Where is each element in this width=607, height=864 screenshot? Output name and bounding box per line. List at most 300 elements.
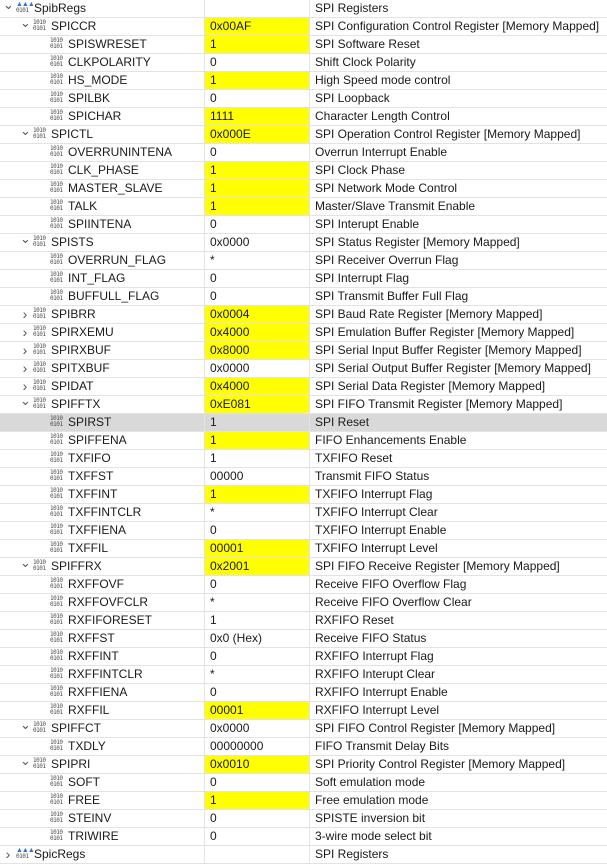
tree-row-field[interactable] [0,198,607,216]
description-cell: SPI Registers [315,1,389,15]
tree-row-field[interactable] [0,288,607,306]
register-bits-icon: 1010 0101 [50,451,63,464]
row-name: TXFFINT [68,487,118,501]
register-bits-icon: 1010 0101 [50,73,63,86]
name-cell[interactable] [0,792,205,809]
tree-row-register[interactable] [0,306,607,324]
row-name: SPITXBUF [51,361,110,375]
register-bits-icon: 1010 0101 [50,163,63,176]
name-cell[interactable] [0,432,205,449]
row-name: SPIRST [68,415,112,429]
tree-row-field[interactable] [0,414,607,432]
row-name: SPICHAR [68,109,122,123]
name-cell[interactable] [0,216,205,233]
name-cell[interactable] [0,306,205,323]
row-name: SPIRXBUF [51,343,112,357]
description-cell: RXFIFO Interrupt Enable [315,685,448,699]
description-cell: TXFIFO Interrupt Clear [315,505,438,519]
tree-row-register[interactable] [0,756,607,774]
register-bits-icon: 1010 0101 [33,325,46,338]
tree-row-field[interactable] [0,180,607,198]
register-bits-icon: 1010 0101 [50,271,63,284]
value-cell[interactable]: 1 [205,180,310,197]
description-cell: High Speed mode control [315,73,451,87]
chevron-right-icon[interactable]: › [22,324,28,340]
row-name: MASTER_SLAVE [68,181,163,195]
tree-row-field[interactable] [0,522,607,540]
value-cell[interactable]: 00000000 [205,738,310,755]
tree-row-group[interactable] [0,0,607,18]
description-cell: Master/Slave Transmit Enable [315,199,476,213]
value-cell[interactable]: 0 [205,90,310,107]
register-bits-icon: 1010 0101 [50,703,63,716]
description-cell: TXFIFO Interrupt Level [315,541,438,555]
register-bits-icon: 1010 0101 [50,685,63,698]
value-cell[interactable] [205,0,310,17]
row-name: RXFFINT [68,649,119,663]
row-name: TXDLY [68,739,106,753]
description-cell: SPI Emulation Buffer Register [Memory Mapped] [315,325,575,339]
row-name: FREE [68,793,101,807]
name-cell[interactable] [0,666,205,683]
tree-row-register[interactable] [0,558,607,576]
register-bits-icon: 1010 0101 [50,289,63,302]
tree-row-field[interactable] [0,450,607,468]
tree-row-field[interactable] [0,612,607,630]
row-name: TXFFIL [68,541,109,555]
row-name: SPIFFRX [51,559,102,573]
chevron-down-icon[interactable]: ⌄ [3,0,14,12]
value-cell[interactable]: 0x0004 [205,306,310,323]
name-cell[interactable] [0,828,205,845]
chevron-down-icon[interactable]: ⌄ [20,396,31,408]
value-cell[interactable]: 0 [205,54,310,71]
description-cell: SPI Reset [315,415,370,429]
name-cell[interactable] [0,846,205,863]
value-cell[interactable]: 0 [205,522,310,539]
row-name: CLK_PHASE [68,163,139,177]
register-bits-icon: 1010 0101 [33,307,46,320]
tree-row-register[interactable] [0,234,607,252]
tree-row-field[interactable] [0,684,607,702]
row-name: BUFFULL_FLAG [68,289,160,303]
description-cell: SPI Operation Control Register [Memory Mapped] [315,127,581,141]
register-bits-icon: 1010 0101 [50,415,63,428]
row-name: TXFFINTCLR [68,505,142,519]
tree-row-field[interactable] [0,738,607,756]
register-bits-icon: 1010 0101 [50,487,63,500]
tree-row-field[interactable] [0,576,607,594]
description-cell: RXFIFO Interrupt Flag [315,649,434,663]
register-bits-icon: 1010 0101 [50,37,63,50]
register-bits-icon: 1010 0101 [33,127,46,140]
register-bits-icon: 1010 0101 [33,235,46,248]
register-bits-icon: 1010 0101 [50,775,63,788]
tree-row-register[interactable] [0,396,607,414]
name-cell[interactable] [0,0,205,17]
tree-row-field[interactable] [0,540,607,558]
row-name: SOFT [68,775,100,789]
name-cell[interactable] [0,108,205,125]
value-cell[interactable]: 0 [205,810,310,827]
name-cell[interactable] [0,756,205,773]
value-cell[interactable]: 1111 [205,108,310,125]
row-name: CLKPOLARITY [68,55,151,69]
description-cell: SPI Serial Output Buffer Register [Memory Mapped] [315,361,591,375]
row-name: SPISWRESET [68,37,147,51]
value-cell[interactable]: 0 [205,288,310,305]
tree-row-field[interactable] [0,90,607,108]
row-name: RXFFST [68,631,115,645]
value-cell[interactable]: 00000 [205,468,310,485]
description-cell: SPI Status Register [Memory Mapped] [315,235,520,249]
name-cell[interactable] [0,54,205,71]
register-bits-icon: 1010 0101 [50,667,63,680]
tree-row-field[interactable] [0,432,607,450]
value-cell[interactable]: 1 [205,198,310,215]
value-cell[interactable]: 1 [205,486,310,503]
name-cell[interactable] [0,162,205,179]
register-bits-icon: 1010 0101 [50,91,63,104]
description-cell: SPI Interrupt Flag [315,271,410,285]
chevron-down-icon[interactable]: ⌄ [20,756,31,768]
value-cell[interactable]: 0x8000 [205,342,310,359]
tree-row-field[interactable] [0,810,607,828]
value-cell[interactable]: 1 [205,450,310,467]
value-cell[interactable]: 0x0 (Hex) [205,630,310,647]
tree-row-field[interactable] [0,486,607,504]
chevron-right-icon[interactable]: › [22,342,28,358]
description-cell: SPI Interupt Enable [315,217,420,231]
row-name: SPISTS [51,235,94,249]
name-cell[interactable] [0,612,205,629]
register-bits-icon: 1010 0101 [50,649,63,662]
description-cell: Receive FIFO Overflow Flag [315,577,467,591]
description-cell: TXFIFO Interrupt Flag [315,487,433,501]
register-group-icon: ▲▲▲ 0101 [16,847,34,860]
register-bits-icon: 1010 0101 [50,181,63,194]
row-name: SPIRXEMU [51,325,114,339]
register-bits-icon: 1010 0101 [50,613,63,626]
value-cell[interactable]: * [205,504,310,521]
name-cell[interactable] [0,18,205,35]
value-cell[interactable]: 0x0000 [205,234,310,251]
register-bits-icon: 1010 0101 [50,631,63,644]
tree-row-field[interactable] [0,666,607,684]
register-bits-icon: 1010 0101 [50,433,63,446]
tree-row-field[interactable] [0,630,607,648]
description-cell: FIFO Transmit Delay Bits [315,739,450,753]
tree-row-group[interactable] [0,846,607,864]
tree-row-field[interactable] [0,648,607,666]
row-name: RXFFIL [68,703,110,717]
row-name: SPICTL [51,127,94,141]
register-bits-icon: 1010 0101 [50,811,63,824]
chevron-right-icon[interactable]: › [22,378,28,394]
tree-row-register[interactable] [0,18,607,36]
description-cell: SPI Configuration Control Register [Memory Mapped] [315,19,600,33]
tree-row-field[interactable] [0,144,607,162]
value-cell[interactable]: * [205,594,310,611]
row-name: INT_FLAG [68,271,126,285]
name-cell[interactable] [0,594,205,611]
name-cell[interactable] [0,504,205,521]
tree-row-register[interactable] [0,324,607,342]
register-bits-icon: 1010 0101 [33,721,46,734]
chevron-down-icon[interactable]: ⌄ [20,720,31,732]
register-bits-icon: 1010 0101 [50,469,63,482]
value-cell[interactable]: 0 [205,144,310,161]
row-name: TALK [68,199,98,213]
value-cell[interactable]: 0 [205,648,310,665]
value-cell[interactable]: * [205,666,310,683]
description-cell: Shift Clock Polarity [315,55,416,69]
description-cell: SPI Loopback [315,91,390,105]
tree-row-register[interactable] [0,360,607,378]
description-cell: SPI Network Mode Control [315,181,458,195]
value-cell[interactable]: 1 [205,432,310,449]
name-cell[interactable] [0,198,205,215]
tree-row-field[interactable] [0,504,607,522]
name-cell[interactable] [0,702,205,719]
name-cell[interactable] [0,810,205,827]
chevron-down-icon[interactable]: ⌄ [20,234,31,246]
description-cell: Receive FIFO Overflow Clear [315,595,472,609]
value-cell[interactable]: 00001 [205,702,310,719]
value-cell[interactable]: 0 [205,684,310,701]
name-cell[interactable] [0,126,205,143]
name-cell[interactable] [0,360,205,377]
value-cell[interactable]: 0x0000 [205,720,310,737]
description-cell: RXFIFO Interupt Clear [315,667,436,681]
value-cell[interactable]: 0 [205,774,310,791]
row-name: SPIPRI [51,757,91,771]
row-name: SPIINTENA [68,217,132,231]
chevron-right-icon[interactable]: › [22,306,28,322]
name-cell[interactable] [0,684,205,701]
tree-row-field[interactable] [0,468,607,486]
tree-row-register[interactable] [0,720,607,738]
name-cell[interactable] [0,234,205,251]
name-cell[interactable] [0,522,205,539]
register-bits-icon: 1010 0101 [50,577,63,590]
register-bits-icon: 1010 0101 [50,145,63,158]
register-bits-icon: 1010 0101 [33,559,46,572]
tree-row-field[interactable] [0,594,607,612]
chevron-right-icon[interactable]: › [5,846,11,862]
name-cell[interactable] [0,558,205,575]
description-cell: Soft emulation mode [315,775,426,789]
value-cell[interactable]: * [205,252,310,269]
value-cell[interactable]: 0x2001 [205,558,310,575]
register-bits-icon: 1010 0101 [50,793,63,806]
value-cell[interactable]: 0 [205,576,310,593]
description-cell: SPI FIFO Receive Register [Memory Mapped] [315,559,560,573]
name-cell[interactable] [0,378,205,395]
row-name: SPILBK [68,91,111,105]
value-cell[interactable]: 0x00AF [205,18,310,35]
register-bits-icon: 1010 0101 [33,379,46,392]
description-cell: SPI Registers [315,847,389,861]
value-cell[interactable]: 0 [205,216,310,233]
name-cell[interactable] [0,648,205,665]
description-cell: SPI Receiver Overrun Flag [315,253,459,267]
tree-row-field[interactable] [0,36,607,54]
name-cell[interactable] [0,324,205,341]
tree-row-field[interactable] [0,108,607,126]
register-bits-icon: 1010 0101 [50,109,63,122]
row-name: SPIDAT [51,379,94,393]
value-cell[interactable]: 1 [205,612,310,629]
description-cell: SPI Serial Data Register [Memory Mapped] [315,379,546,393]
value-cell[interactable] [205,846,310,863]
row-name: TRIWIRE [68,829,119,843]
value-cell[interactable]: 0 [205,270,310,287]
row-name: SpicRegs [34,847,86,861]
name-cell[interactable] [0,144,205,161]
name-cell[interactable] [0,468,205,485]
register-bits-icon: 1010 0101 [50,217,63,230]
register-bits-icon: 1010 0101 [33,397,46,410]
value-cell[interactable]: 0x000E [205,126,310,143]
value-cell[interactable]: 0x4000 [205,324,310,341]
description-cell: SPI Priority Control Register [Memory Mapped] [315,757,566,771]
name-cell[interactable] [0,270,205,287]
name-cell[interactable] [0,252,205,269]
name-cell[interactable] [0,720,205,737]
register-group-icon: ▲▲▲ 0101 [16,1,34,14]
chevron-right-icon[interactable]: › [22,360,28,376]
row-name: OVERRUNINTENA [68,145,173,159]
value-cell[interactable]: 1 [205,72,310,89]
description-cell: SPI Baud Rate Register [Memory Mapped] [315,307,543,321]
name-cell[interactable] [0,414,205,431]
chevron-down-icon[interactable]: ⌄ [20,558,31,570]
row-name: RXFFOVFCLR [68,595,149,609]
description-cell: SPI FIFO Transmit Register [Memory Mapped] [315,397,563,411]
register-bits-icon: 1010 0101 [33,343,46,356]
row-name: TXFFIENA [68,523,127,537]
value-cell[interactable]: 0x0010 [205,756,310,773]
name-cell[interactable] [0,180,205,197]
value-cell[interactable]: 1 [205,162,310,179]
tree-row-field[interactable] [0,270,607,288]
tree-row-field[interactable] [0,162,607,180]
description-cell: Overrun Interrupt Enable [315,145,448,159]
name-cell[interactable] [0,738,205,755]
tree-row-field[interactable] [0,252,607,270]
description-cell: TXFIFO Reset [315,451,393,465]
row-name: TXFIFO [68,451,111,465]
value-cell[interactable]: 1 [205,792,310,809]
value-cell[interactable]: 1 [205,36,310,53]
description-cell: SPI Transmit Buffer Full Flag [315,289,469,303]
description-cell: RXFIFO Interrupt Level [315,703,440,717]
value-cell[interactable]: 0xE081 [205,396,310,413]
register-bits-icon: 1010 0101 [50,829,63,842]
register-bits-icon: 1010 0101 [50,523,63,536]
register-bits-icon: 1010 0101 [50,541,63,554]
tree-row-register[interactable] [0,342,607,360]
tree-row-register[interactable] [0,378,607,396]
row-name: STEINV [68,811,112,825]
description-cell: Character Length Control [315,109,450,123]
name-cell[interactable] [0,486,205,503]
description-cell: Free emulation mode [315,793,429,807]
name-cell[interactable] [0,576,205,593]
value-cell[interactable]: 00001 [205,540,310,557]
description-cell: SPI Clock Phase [315,163,406,177]
register-bits-icon: 1010 0101 [50,595,63,608]
register-bits-icon: 1010 0101 [50,55,63,68]
description-cell: SPI Serial Input Buffer Register [Memory Mapped] [315,343,582,357]
register-bits-icon: 1010 0101 [33,19,46,32]
value-cell[interactable]: 0x4000 [205,378,310,395]
tree-row-field[interactable] [0,54,607,72]
row-name: OVERRUN_FLAG [68,253,167,267]
row-name: SpibRegs [34,1,87,15]
name-cell[interactable] [0,450,205,467]
value-cell[interactable]: 0x0000 [205,360,310,377]
register-bits-icon: 1010 0101 [50,739,63,752]
tree-row-field[interactable] [0,72,607,90]
row-name: RXFFIENA [68,685,128,699]
chevron-down-icon[interactable]: ⌄ [20,126,31,138]
value-cell[interactable]: 0 [205,828,310,845]
description-cell: Receive FIFO Status [315,631,427,645]
description-cell: SPI Software Reset [315,37,420,51]
register-bits-icon: 1010 0101 [50,505,63,518]
row-name: SPIFFCT [51,721,101,735]
row-name: SPIFFENA [68,433,127,447]
description-cell: Transmit FIFO Status [315,469,430,483]
row-name: RXFFINTCLR [68,667,143,681]
register-bits-icon: 1010 0101 [50,199,63,212]
tree-row-field[interactable] [0,792,607,810]
tree-row-field[interactable] [0,216,607,234]
row-name: SPIFFTX [51,397,101,411]
name-cell[interactable] [0,630,205,647]
description-cell: SPI FIFO Control Register [Memory Mapped] [315,721,556,735]
description-cell: SPISTE inversion bit [315,811,426,825]
row-name: TXFFST [68,469,114,483]
description-cell: TXFIFO Interrupt Enable [315,523,447,537]
value-cell[interactable]: 1 [205,414,310,431]
row-name: RXFFOVF [68,577,124,591]
name-cell[interactable] [0,540,205,557]
name-cell[interactable] [0,396,205,413]
name-cell[interactable] [0,288,205,305]
tree-row-field[interactable] [0,828,607,846]
name-cell[interactable] [0,774,205,791]
description-cell: RXFIFO Reset [315,613,394,627]
row-name: HS_MODE [68,73,128,87]
row-name: SPIBRR [51,307,96,321]
name-cell[interactable] [0,36,205,53]
tree-row-field[interactable] [0,774,607,792]
name-cell[interactable] [0,342,205,359]
description-cell: 3-wire mode select bit [315,829,432,843]
name-cell[interactable] [0,90,205,107]
register-bits-icon: 1010 0101 [50,253,63,266]
tree-row-register[interactable] [0,126,607,144]
register-bits-icon: 1010 0101 [33,361,46,374]
name-cell[interactable] [0,72,205,89]
register-bits-icon: 1010 0101 [33,757,46,770]
tree-row-field[interactable] [0,702,607,720]
chevron-down-icon[interactable]: ⌄ [20,18,31,30]
row-name: SPICCR [51,19,97,33]
